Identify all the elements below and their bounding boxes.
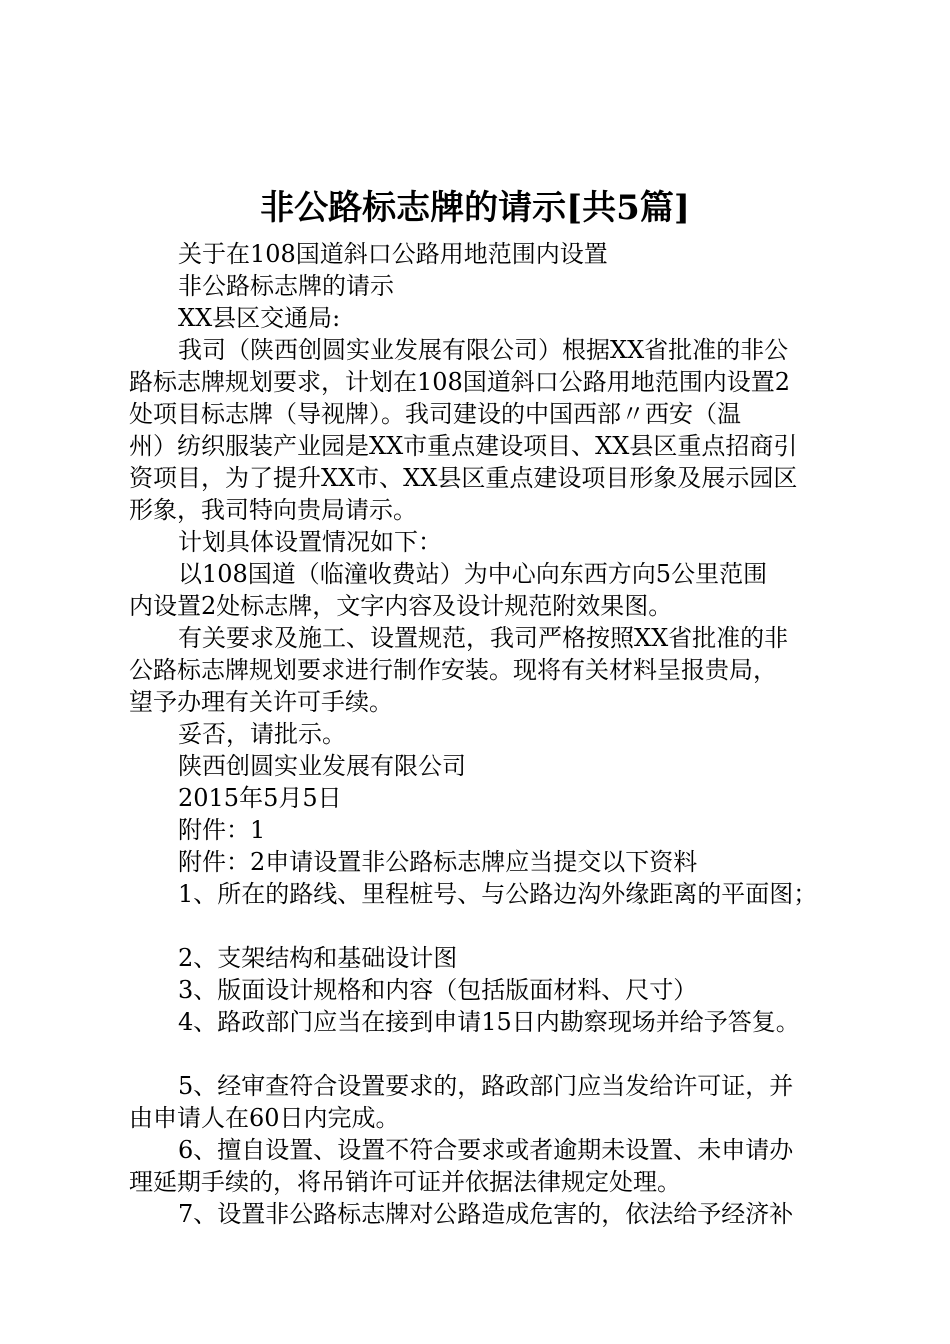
paragraph-line: 以108国道（临潼收费站）为中心向东西方向5公里范围 bbox=[178, 560, 768, 588]
paragraph-line: 内设置2处标志牌，文字内容及设计规范附效果图。 bbox=[129, 592, 673, 620]
closing-line: 妥否，请批示。 bbox=[178, 720, 346, 748]
list-item-continuation: 由申请人在60日内完成。 bbox=[129, 1104, 400, 1132]
addressee: XX县区交通局: bbox=[178, 304, 341, 332]
list-item: 3、版面设计规格和内容（包括版面材料、尺寸） bbox=[178, 976, 698, 1004]
paragraph-line: 计划具体设置情况如下： bbox=[178, 528, 442, 556]
list-item: 2、支架结构和基础设计图 bbox=[178, 944, 458, 972]
paragraph-line: 有关要求及施工、设置规范，我司严格按照XX省批准的非 bbox=[178, 624, 789, 652]
paragraph-line: 路标志牌规划要求，计划在108国道斜口公路用地范围内设置2 bbox=[129, 368, 791, 396]
list-item: 6、擅自设置、设置不符合要求或者逾期未设置、未申请办 bbox=[178, 1136, 794, 1164]
list-item-continuation: 理延期手续的，将吊销许可证并依据法律规定处理。 bbox=[129, 1168, 681, 1196]
subject-line-1: 关于在108国道斜口公路用地范围内设置 bbox=[178, 240, 608, 268]
subject-line-2: 非公路标志牌的请示 bbox=[178, 272, 394, 300]
paragraph-line: 州）纺织服装产业园是XX市重点建设项目、XX县区重点招商引 bbox=[129, 432, 798, 460]
paragraph-line: 望予办理有关许可手续。 bbox=[129, 688, 393, 716]
paragraph-line: 资项目，为了提升XX市、XX县区重点建设项目形象及展示园区 bbox=[129, 464, 798, 492]
attachment-1: 附件：1 bbox=[178, 816, 266, 844]
attachment-2: 附件：2申请设置非公路标志牌应当提交以下资料 bbox=[178, 848, 698, 876]
list-item: 1、所在的路线、里程桩号、与公路边沟外缘距离的平面图； bbox=[178, 880, 818, 908]
list-item: 5、经审查符合设置要求的，路政部门应当发给许可证，并 bbox=[178, 1072, 794, 1100]
paragraph-line: 我司（陕西创圆实业发展有限公司）根据XX省批准的非公 bbox=[178, 336, 789, 364]
signature-company: 陕西创圆实业发展有限公司 bbox=[178, 752, 466, 780]
list-item: 4、路政部门应当在接到申请15日内勘察现场并给予答复。 bbox=[178, 1008, 800, 1036]
list-item: 7、设置非公路标志牌对公路造成危害的，依法给予经济补 bbox=[178, 1200, 794, 1228]
paragraph-line: 形象，我司特向贵局请示。 bbox=[129, 496, 417, 524]
paragraph-line: 公路标志牌规划要求进行制作安装。现将有关材料呈报贵局， bbox=[129, 656, 777, 684]
paragraph-line: 处项目标志牌（导视牌）。我司建设的中国西部〃西安（温 bbox=[129, 400, 741, 428]
signature-date: 2015年5月5日 bbox=[178, 784, 342, 812]
document-title: 非公路标志牌的请示[共5篇] bbox=[260, 188, 690, 228]
